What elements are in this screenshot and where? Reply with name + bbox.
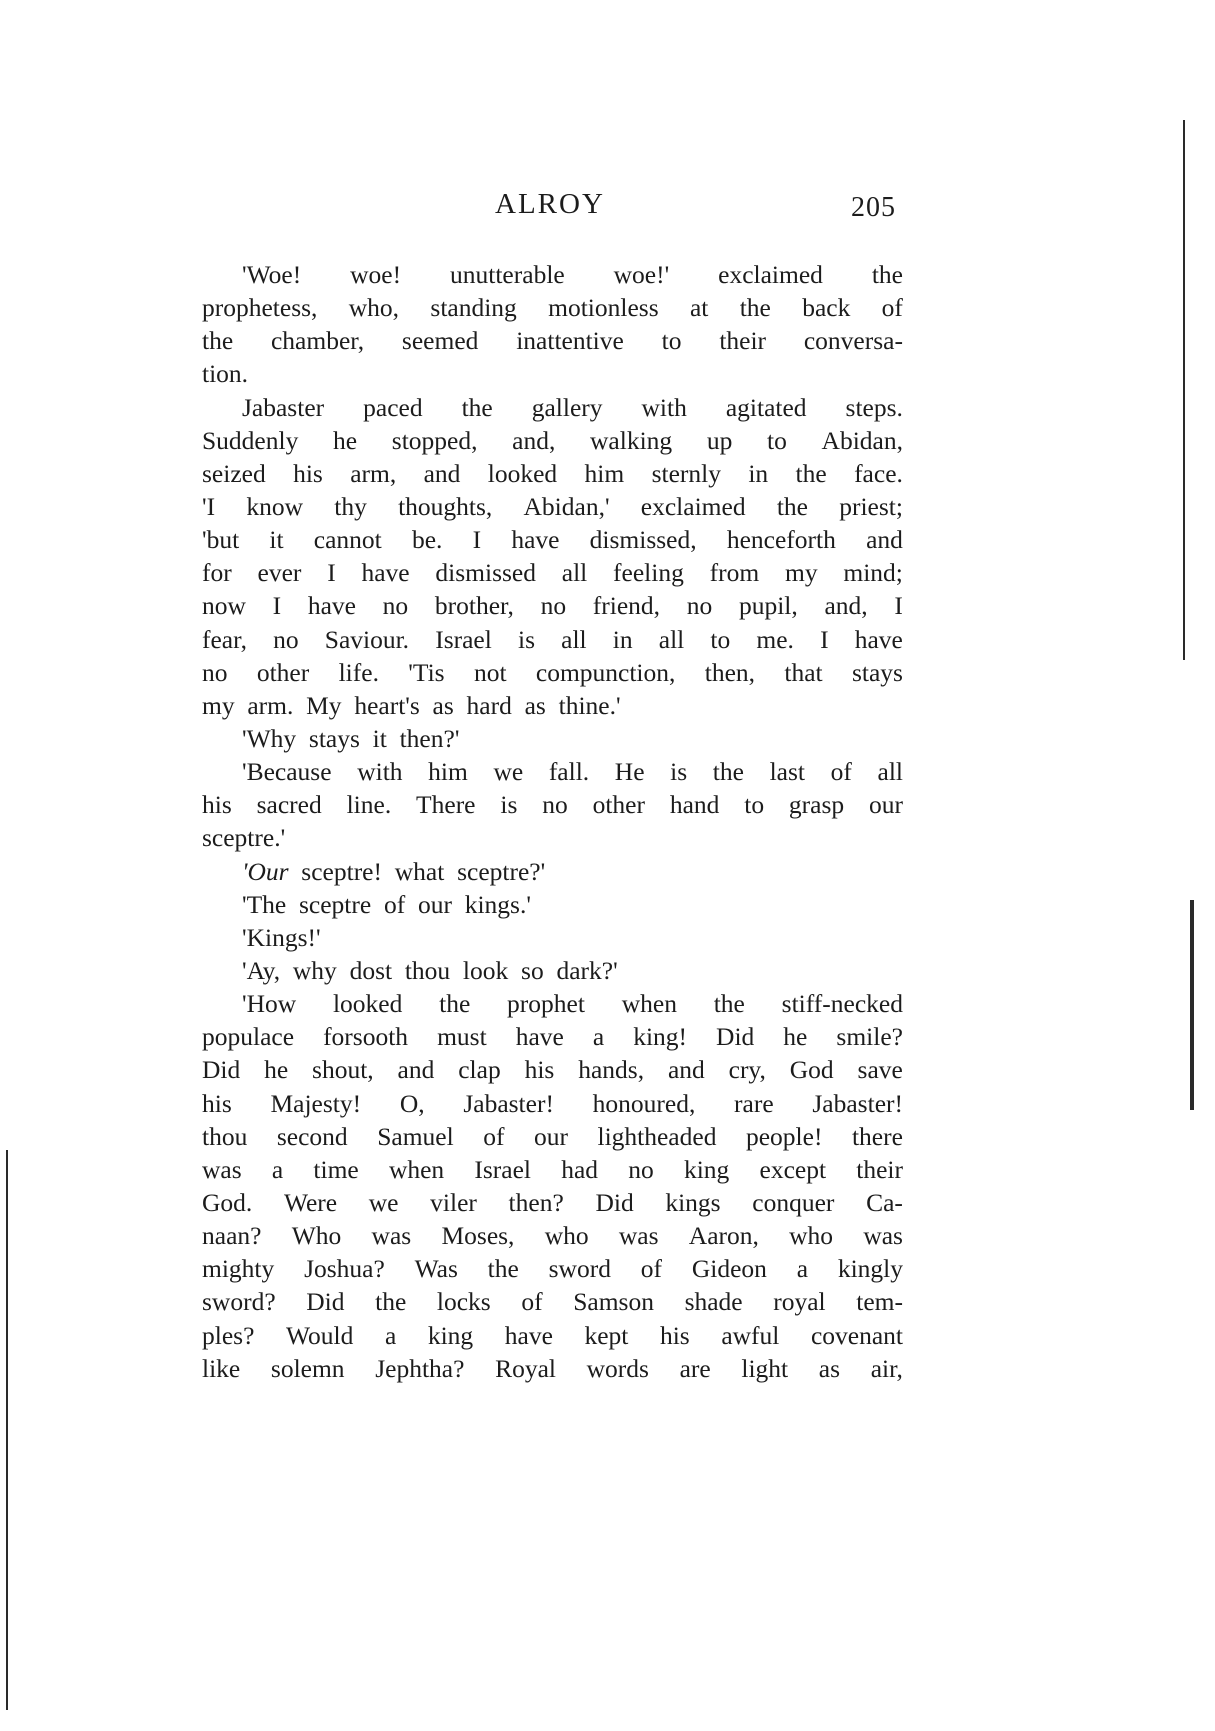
page-number: 205 xyxy=(851,192,896,223)
text-line: Jabaster paced the gallery with agitated steps. xyxy=(242,392,903,422)
text-line: was a time when Israel had no king except their xyxy=(202,1154,903,1184)
text-line: 'Ay, why dost thou look so dark?' xyxy=(242,955,618,985)
text-line: for ever I have dismissed all feeling from my mind; xyxy=(202,558,903,588)
running-title: ALROY xyxy=(495,188,605,220)
text-line: Suddenly he stopped, and, walking up to Abidan, xyxy=(202,425,903,455)
text-line: 'The sceptre of our kings.' xyxy=(242,889,531,919)
text-line: 'Our sceptre! what sceptre?' xyxy=(242,856,546,886)
text-line: his Majesty! O, Jabaster! honoured, rare Jabaster! xyxy=(202,1088,903,1118)
text-line: now I have no brother, no friend, no pupil, and, I xyxy=(202,591,903,621)
text-line: thou second Samuel of our lightheaded people! there xyxy=(202,1121,903,1151)
text-line: 'Woe! woe! unutterable woe!' exclaimed the xyxy=(242,260,903,289)
page-header xyxy=(0,188,1215,228)
text-line: 'I know thy thoughts, Abidan,' exclaimed the priest; xyxy=(202,491,903,521)
text-line: sword? Did the locks of Samson shade royal tem- xyxy=(202,1287,903,1317)
text-line: God. Were we viler then? Did kings conquer Ca- xyxy=(202,1187,903,1217)
text-line: 'Kings!' xyxy=(242,922,321,952)
text-line: like solemn Jephtha? Royal words are light as air, xyxy=(202,1353,903,1383)
scan-edge-mark xyxy=(1190,900,1194,1110)
body-text xyxy=(202,258,903,1385)
text-line: naan? Who was Moses, who was Aaron, who was xyxy=(202,1221,903,1251)
text-line: the chamber, seemed inattentive to their conversa- xyxy=(202,326,903,356)
text-line: mighty Joshua? Was the sword of Gideon a kingly xyxy=(202,1254,903,1284)
text-line: sceptre.' xyxy=(202,823,286,853)
text-line: 'Why stays it then?' xyxy=(242,723,460,753)
text-line: fear, no Saviour. Israel is all in all to me. I have xyxy=(202,624,903,654)
text-line: no other life. 'Tis not compunction, then, that stays xyxy=(202,657,903,687)
text-line: 'but it cannot be. I have dismissed, henceforth and xyxy=(202,525,903,555)
text-line: tion. xyxy=(202,359,249,389)
text-line: prophetess, who, standing motionless at the back of xyxy=(202,293,903,323)
scan-edge-mark xyxy=(1183,120,1185,660)
text-line: ples? Would a king have kept his awful covenant xyxy=(202,1320,903,1350)
text-line: Did he shout, and clap his hands, and cry, God save xyxy=(202,1055,903,1085)
text-line: my arm. My heart's as hard as thine.' xyxy=(202,690,621,720)
scan-edge-mark xyxy=(6,1150,8,1710)
text-line: seized his arm, and looked him sternly in the face. xyxy=(202,458,903,488)
text-line: his sacred line. There is no other hand to grasp our xyxy=(202,790,903,820)
text-line: 'Because with him we fall. He is the last of all xyxy=(242,757,903,787)
text-line: populace forsooth must have a king! Did he smile? xyxy=(202,1022,903,1052)
text-line: 'How looked the prophet when the stiff-necked xyxy=(242,989,903,1019)
